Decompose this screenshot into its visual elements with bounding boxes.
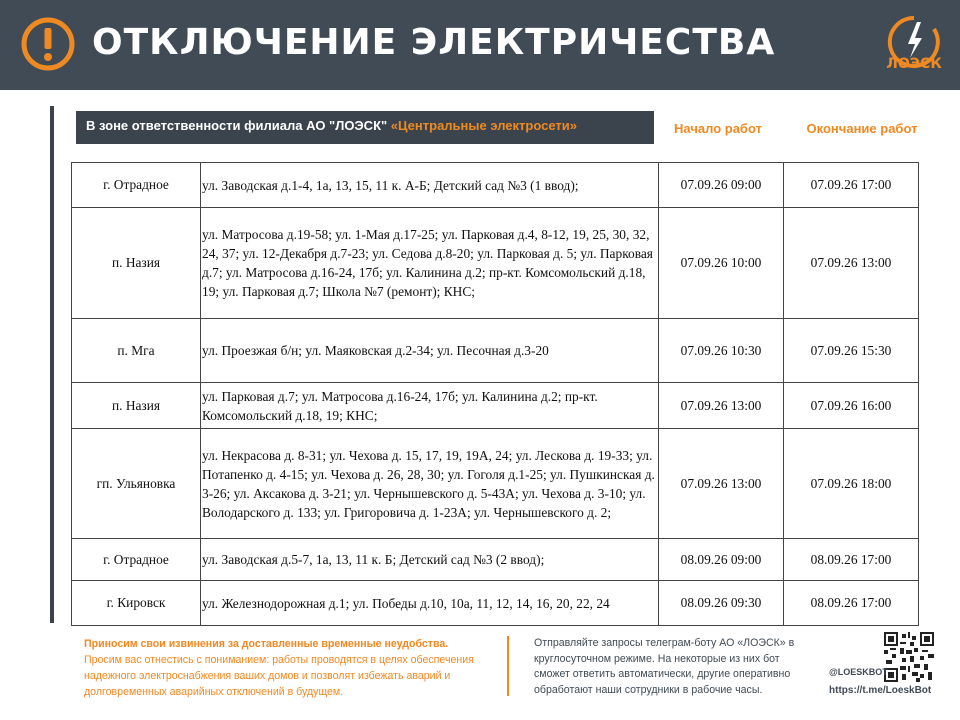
location-cell: п. Назия xyxy=(72,383,201,429)
zone-prefix: В зоне ответственности филиала АО "ЛОЭСК" xyxy=(86,118,388,133)
end-time-cell: 07.09.26 13:00 xyxy=(784,208,919,319)
table-row xyxy=(72,383,919,429)
streets-cell: ул. Заводская д.1-4, 1а, 13, 15, 11 к. А-Б; Детский сад №3 (1 ввод); xyxy=(201,163,659,208)
end-time-cell: 07.09.26 15:30 xyxy=(784,319,919,383)
streets-cell: ул. Заводская д.5-7, 1а, 13, 11 к. Б; Детский сад №3 (2 ввод); xyxy=(201,539,659,581)
table-row xyxy=(72,319,919,383)
end-time-cell: 08.09.26 17:00 xyxy=(784,581,919,626)
streets-cell: ул. Железнодорожная д.1; ул. Победы д.10, 10а, 11, 12, 14, 16, 20, 22, 24 xyxy=(201,581,659,626)
page-title: ОТКЛЮЧЕНИЕ ЭЛЕКТРИЧЕСТВА xyxy=(92,22,776,63)
streets-cell: ул. Матросова д.19-58; ул. 1-Мая д.17-25; ул. Парковая д.4, 8-12, 19, 25, 30, 32, 24, 37; ул. 12-Декабря д.7-23; ул. Седова д.8-20; ул. Парковая д. 5; ул. Парковая д.7; ул. Матросова д.16-24, 17б; ул. Калинина д.2; пр-кт. Комсомольский д.18, 19; ул. Парковая д.7; Школа №7 (ремонт); КНС; xyxy=(201,208,659,319)
location-cell: п. Назия xyxy=(72,208,201,319)
end-time-cell: 07.09.26 16:00 xyxy=(784,383,919,429)
start-time-cell: 07.09.26 10:00 xyxy=(659,208,784,319)
streets-cell: ул. Некрасова д. 8-31; ул. Чехова д. 15, 17, 19, 19А, 24; ул. Лескова д. 19-33; ул. Потапенко д. 4-15; ул. Чехова д. 26, 28, 30; ул. Гоголя д.1-25; ул. Пушкинская д. 3-26; ул. Аксакова д. 3-21; ул. Чернышевского д. 5-43А; ул. Чехова д. 3-10; ул. Володарского д. 133; ул. Григоровича д. 1-23А; ул. Чернышевского д. 2; xyxy=(201,429,659,539)
zone-branch: «Центральные электросети» xyxy=(390,118,577,133)
page-header xyxy=(0,0,960,90)
streets-cell: ул. Парковая д.7; ул. Матросова д.16-24, 17б; ул. Калинина д.2; пр-кт. Комсомольский д.18, 19; КНС; xyxy=(201,383,659,429)
logo-text: ЛОЭСК xyxy=(886,56,942,72)
footer-divider xyxy=(507,636,509,696)
table-row xyxy=(72,539,919,581)
table-row xyxy=(72,581,919,626)
end-time-cell: 08.09.26 17:00 xyxy=(784,539,919,581)
start-time-cell: 08.09.26 09:30 xyxy=(659,581,784,626)
location-cell: г. Отрадное xyxy=(72,163,201,208)
end-time-cell: 07.09.26 17:00 xyxy=(784,163,919,208)
exclamation-circle-icon xyxy=(20,16,76,72)
outage-table xyxy=(71,162,919,626)
apology-message: Просим вас отнестись с пониманием: работы проводятся в целях обеспечения надежного электроснабжения ваших домов и позволят избежать аварий и долговременных аварийных отключений в будущем. xyxy=(84,654,474,698)
start-time-cell: 07.09.26 10:30 xyxy=(659,319,784,383)
bot-link[interactable]: https://t.me/LoeskBot xyxy=(829,685,932,696)
table-row xyxy=(72,208,919,319)
end-time-cell: 07.09.26 18:00 xyxy=(784,429,919,539)
start-time-cell: 07.09.26 13:00 xyxy=(659,383,784,429)
footer-apology-block xyxy=(84,636,494,700)
location-cell: гп. Ульяновка xyxy=(72,429,201,539)
streets-cell: ул. Проезжая б/н; ул. Маяковская д.2-34; ул. Песочная д.3-20 xyxy=(201,319,659,383)
start-time-cell: 07.09.26 13:00 xyxy=(659,429,784,539)
zone-banner xyxy=(76,111,654,144)
table-row xyxy=(72,163,919,208)
table-row xyxy=(72,429,919,539)
location-cell: г. Отрадное xyxy=(72,539,201,581)
bot-handle: @LOESKBOT xyxy=(829,667,888,677)
qr-code-icon xyxy=(884,632,934,682)
location-cell: г. Кировск xyxy=(72,581,201,626)
side-accent-bar xyxy=(50,106,54,623)
start-time-cell: 08.09.26 09:00 xyxy=(659,539,784,581)
apology-text: Приносим свои извинения за доставленные временные неудобства. xyxy=(84,638,449,650)
start-time-cell: 07.09.26 09:00 xyxy=(659,163,784,208)
location-cell: п. Мга xyxy=(72,319,201,383)
end-column-header: Окончание работ xyxy=(806,121,918,136)
bot-info-text: Отправляйте запросы телеграм-боту АО «ЛОЭСК» в круглосуточном режиме. На некоторые из них бот сможет ответить автоматически, другие оперативно обработают наши сотрудники в рабочие часы. xyxy=(534,637,795,696)
start-column-header: Начало работ xyxy=(674,121,762,136)
